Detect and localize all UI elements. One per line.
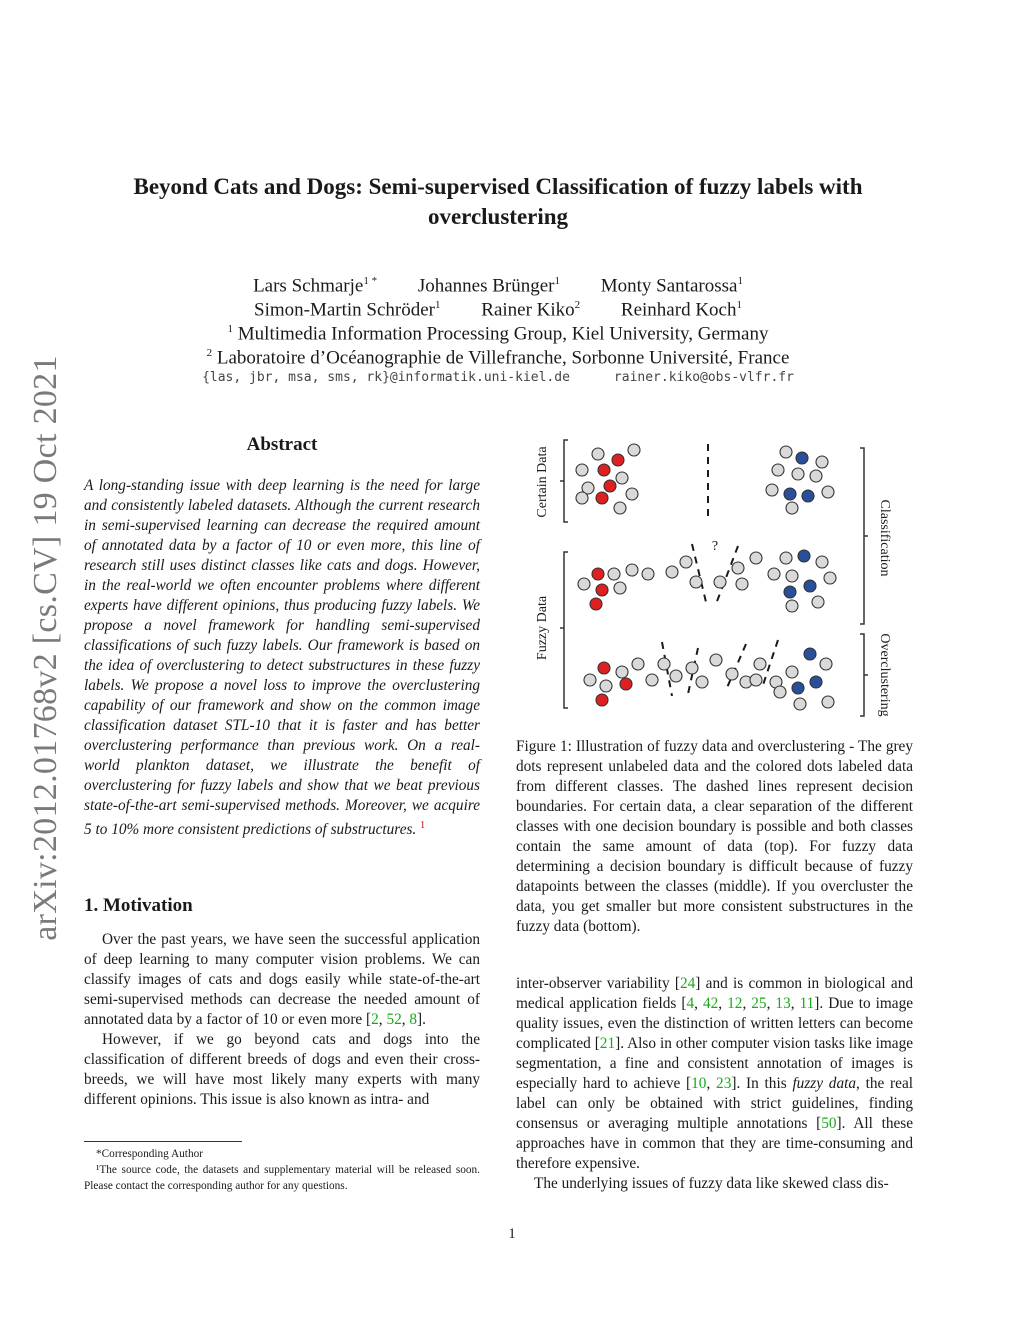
blue-labeled-dot <box>784 586 796 598</box>
grey-unlabeled-dot <box>822 486 834 498</box>
red-labeled-dot <box>598 464 610 476</box>
grey-unlabeled-dot <box>632 658 644 670</box>
grey-unlabeled-dot <box>646 674 658 686</box>
grey-unlabeled-dot <box>820 658 832 670</box>
grey-unlabeled-dot <box>696 676 708 688</box>
grey-unlabeled-dot <box>786 666 798 678</box>
grey-unlabeled-dot <box>766 484 778 496</box>
figure-caption: Figure 1: Illustration of fuzzy data and overclustering - The grey dots represent unlabeled data and the colored dots labeled data from different classes. The dashed lines represent decision boundaries. For certain data, a clear separation of the different classes with one decision boundary is possible and both classes contain the same amount of data (top). For fuzzy data determining a decision boundary is difficult because of fuzzy datapoints between the classes (middle). If you overcluster the data, you get smaller but more consistent substructures in the fuzzy data (bottom). <box>516 738 913 935</box>
grey-unlabeled-dot <box>642 568 654 580</box>
abstract-heading: Abstract <box>246 434 318 455</box>
email-2: rainer.kiko@obs-vlfr.fr <box>613 370 794 385</box>
arxiv-stamp <box>28 355 64 940</box>
red-labeled-dot <box>596 492 608 504</box>
grey-unlabeled-dot <box>592 448 604 460</box>
grey-unlabeled-dot <box>824 572 836 584</box>
grey-unlabeled-dot <box>816 556 828 568</box>
author-emails <box>100 370 896 385</box>
label-fuzzy-data: Fuzzy Data <box>535 595 550 661</box>
citation-link[interactable]: 21 <box>599 1035 616 1052</box>
footnote-link[interactable]: 1 <box>420 820 426 831</box>
boundary-fuzzy <box>692 544 706 602</box>
grey-unlabeled-dot <box>786 502 798 514</box>
citation-link[interactable]: 50 <box>821 1115 837 1132</box>
blue-labeled-dot <box>810 676 822 688</box>
grey-unlabeled-dot <box>772 464 784 476</box>
label-classification: Classification <box>877 499 892 577</box>
grey-unlabeled-dot <box>666 566 678 578</box>
grey-unlabeled-dot <box>774 686 786 698</box>
grey-unlabeled-dot <box>670 670 682 682</box>
grey-unlabeled-dot <box>736 578 748 590</box>
citation-link[interactable]: 52 <box>386 1011 402 1028</box>
paper-title: Beyond Cats and Dogs: Semi-supervised Classification of fuzzy labels with overclustering <box>133 174 863 229</box>
footnote-source: ¹The source code, the datasets and supplementary material will be released soon. Please contact the corresponding author for any questions. <box>84 1164 480 1192</box>
red-labeled-dot <box>620 678 632 690</box>
label-certain-data: Certain Data <box>535 446 550 518</box>
blue-labeled-dot <box>784 488 796 500</box>
citation-link[interactable]: 24 <box>680 975 696 992</box>
grey-unlabeled-dot <box>578 578 590 590</box>
red-labeled-dot <box>604 480 616 492</box>
citation-link[interactable]: 13 <box>775 995 791 1012</box>
emphasis: fuzzy data <box>792 1075 856 1092</box>
arxiv-id: arXiv:2012.01768v2 [cs.CV] 19 Oct 2021 <box>27 354 64 941</box>
author: Monty Santarossa$^1$ <box>600 275 743 297</box>
citation-link[interactable]: 8 <box>409 1011 418 1028</box>
grey-unlabeled-dot <box>690 576 702 588</box>
grey-unlabeled-dot <box>750 552 762 564</box>
grey-unlabeled-dot <box>810 470 822 482</box>
grey-unlabeled-dot <box>732 562 744 574</box>
citation-link[interactable]: 25 <box>751 995 767 1012</box>
affiliation-1: $^1$ Multimedia Information Processing Group, Kiel University, Germany <box>227 323 769 345</box>
red-labeled-dot <box>590 598 602 610</box>
author: Johannes Brünger$^1$ <box>417 275 560 297</box>
grey-unlabeled-dot <box>726 668 738 680</box>
paragraph: Over the past years, we have seen the successful application of deep learning to many computer vision problems. We can classify images of cats and dogs easily while state-of-the-art semi-supervised methods can decrease the needed amount of annotated data by a factor of 10 or even more [2, 52, 8]. <box>84 931 480 1028</box>
citation-link[interactable]: 23 <box>716 1075 732 1092</box>
grey-unlabeled-dot <box>576 464 588 476</box>
blue-labeled-dot <box>804 648 816 660</box>
section-body <box>84 930 480 1110</box>
red-labeled-dot <box>598 662 610 674</box>
grey-unlabeled-dot <box>626 488 638 500</box>
grey-unlabeled-dot <box>584 674 596 686</box>
author: Rainer Kiko$^2$ <box>481 299 581 321</box>
red-labeled-dot <box>596 584 608 596</box>
author: Simon-Martin Schröder$^1$ <box>254 299 441 321</box>
citation-link[interactable]: 42 <box>703 995 719 1012</box>
author: Reinhard Koch$^1$ <box>620 299 742 321</box>
grey-unlabeled-dot <box>710 654 722 666</box>
author: Lars Schmarje$^{1 *}$ <box>253 275 378 297</box>
grey-unlabeled-dot <box>686 662 698 674</box>
grey-unlabeled-dot <box>768 568 780 580</box>
citation-link[interactable]: 11 <box>799 995 815 1012</box>
grey-unlabeled-dot <box>714 576 726 588</box>
grey-unlabeled-dot <box>626 564 638 576</box>
grey-unlabeled-dot <box>750 674 762 686</box>
email-group-1: {las, jbr, msa, sms, rk}@informatik.uni-kiel.de <box>202 370 570 385</box>
grey-unlabeled-dot <box>628 444 640 456</box>
figure-1 <box>516 432 916 722</box>
citation-link[interactable]: 2 <box>371 1011 379 1028</box>
footnotes <box>84 1146 480 1194</box>
grey-unlabeled-dot <box>608 568 620 580</box>
section-heading: 1. Motivation <box>84 895 193 916</box>
paragraph: inter-observer variability [24] and is common in biological and medical application fields [4, 42, 12, 25, 13, 11]. Due to image quality issues, even the distinction of written letters can become complicated [21]. Also in other computer vision tasks like image segmentation, a fine and consistent annotation of images is especially hard to achieve [10, 23]. In this fuzzy data, the real label can only be obtained with strict guidelines, finding consensus or averaging multiple annotations [50]. All these approaches have in common that they are time-consuming and therefore expensive. <box>516 975 914 1172</box>
footnote-corresponding: *Corresponding Author <box>96 1148 204 1160</box>
grey-unlabeled-dot <box>754 658 766 670</box>
grey-unlabeled-dot <box>614 582 626 594</box>
right-column-body <box>516 974 913 1194</box>
affiliation-2: $^2$ Laboratoire d’Océanographie de Villefranche, Sorbonne Université, France <box>206 347 790 369</box>
grey-unlabeled-dot <box>780 552 792 564</box>
grey-unlabeled-dot <box>812 596 824 608</box>
grey-unlabeled-dot <box>780 446 792 458</box>
grey-unlabeled-dot <box>794 698 806 710</box>
paragraph: The underlying issues of fuzzy data like skewed class dis- <box>534 1175 889 1192</box>
blue-labeled-dot <box>792 682 804 694</box>
grey-unlabeled-dot <box>680 556 692 568</box>
grey-unlabeled-dot <box>616 472 628 484</box>
red-labeled-dot <box>592 568 604 580</box>
citation-link[interactable]: 4 <box>686 995 695 1012</box>
boundary-fuzzy <box>716 546 738 604</box>
paragraph: However, if we go beyond cats and dogs into the classification of different breeds of dogs and even their cross-breeds, we will have most likely many experts with many different opinions. This issue is also known as intra- and <box>84 1031 480 1108</box>
grey-unlabeled-dot <box>816 456 828 468</box>
citation-link[interactable]: 12 <box>727 995 743 1012</box>
red-labeled-dot <box>596 694 608 706</box>
red-labeled-dot <box>612 454 624 466</box>
grey-unlabeled-dot <box>576 492 588 504</box>
grey-unlabeled-dot <box>786 570 798 582</box>
bracket-overclustering <box>860 634 864 716</box>
grey-unlabeled-dot <box>658 658 670 670</box>
footnote-rule <box>84 1141 242 1142</box>
grey-unlabeled-dot <box>616 666 628 678</box>
grey-unlabeled-dot <box>614 502 626 514</box>
data-points <box>576 444 836 710</box>
blue-labeled-dot <box>802 490 814 502</box>
abstract-text: A long-standing issue with deep learning is the need for large and consistently labeled datasets. Although the current research in semi-supervised learning can decrease the required amount of annotated data by a factor of 10 or even more, this line of research still uses distinct classes like cats and dogs. However, in the real-world we often encounter problems where different experts have different opinions, thus producing fuzzy labels. We propose a novel framework for handling semi-supervised classifications of such fuzzy labels. Our framework is based on the idea of overclustering to detect substructures in these fuzzy labels. We propose a novel loss to improve the overclustering capability of our framework and show on the common image classification dataset STL-10 that it is faster and has better overclustering performance than previous work. On a real-world plankton dataset, we illustrate the benefit of overclustering for fuzzy labels and show that we beat previous state-of-the-art semi-supervised methods. Moreover, we acquire 5 to 10% more consistent predictions of substructures. $^1$ <box>84 477 480 839</box>
blue-labeled-dot <box>798 550 810 562</box>
question-mark: ? <box>711 539 719 554</box>
page-number: 1 <box>508 1226 516 1242</box>
citation-link[interactable]: 10 <box>691 1075 707 1092</box>
grey-unlabeled-dot <box>600 680 612 692</box>
grey-unlabeled-dot <box>822 696 834 708</box>
grey-unlabeled-dot <box>792 468 804 480</box>
label-overclustering: Overclustering <box>877 633 892 717</box>
blue-labeled-dot <box>804 580 816 592</box>
grey-unlabeled-dot <box>786 600 798 612</box>
bracket-fuzzy <box>564 552 568 708</box>
bracket-classification <box>860 448 864 624</box>
bracket-certain <box>564 440 568 522</box>
blue-labeled-dot <box>796 452 808 464</box>
